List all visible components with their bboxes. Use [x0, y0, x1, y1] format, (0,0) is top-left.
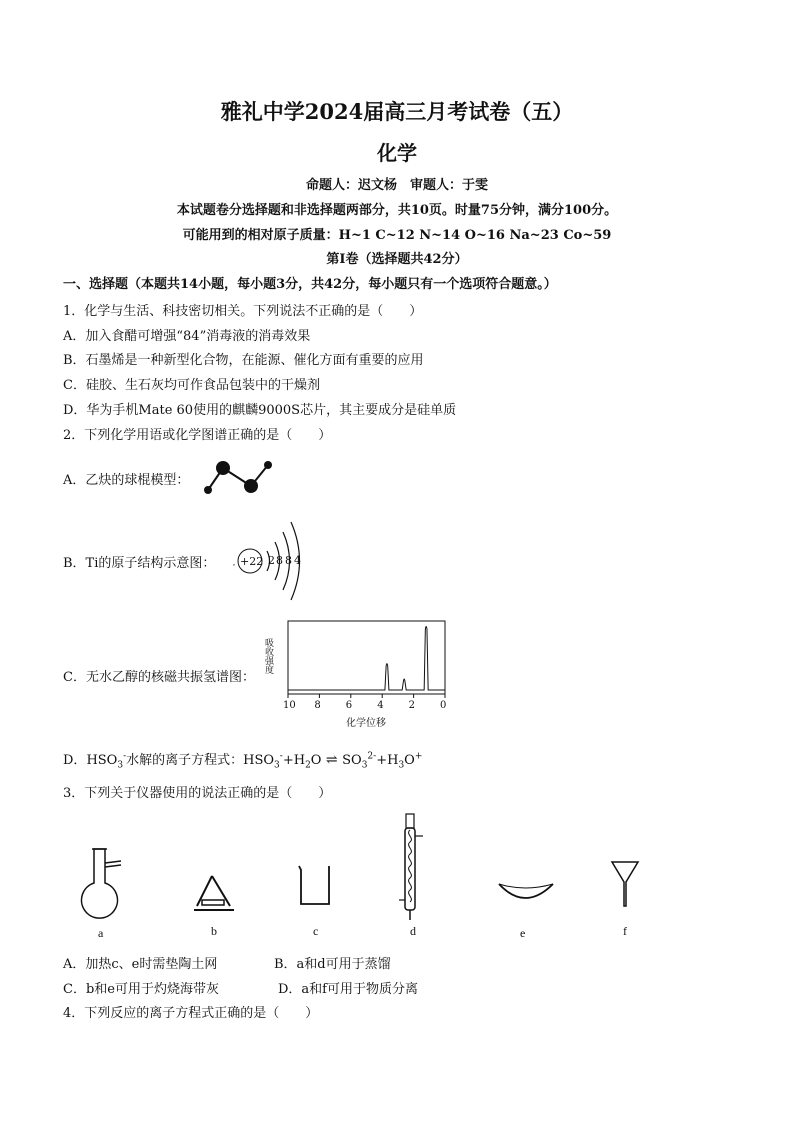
q3-option-a: A．加热c、e时需垫陶土网: [63, 957, 218, 972]
shell-1-count: 2: [268, 554, 275, 567]
exam-title: 雅礼中学2024届高三月考试卷（五）: [220, 99, 574, 124]
q1-option-b: B．石墨烯是一种新型化合物，在能源、催化方面有重要的应用: [63, 353, 424, 368]
distillation-flask: [78, 845, 128, 920]
section-heading: 一、选择题（本题共14小题，每小题3分，共42分，每小题只有一个选项符合题意。）: [63, 277, 557, 292]
nmr-tick-label: 6: [345, 700, 353, 711]
q1-option-d: D．华为手机Mate 60使用的麒麟9000S芯片，其主要成分是硅单质: [63, 403, 457, 418]
nmr-xlabel: 化学位移: [346, 718, 386, 729]
subject-title: 化学: [377, 141, 417, 165]
nmr-tick-label: 8: [314, 700, 321, 711]
nmr-spectrum: [272, 618, 452, 728]
nmr-tick-label: 0: [440, 700, 447, 711]
nmr-tick-label: 2: [408, 700, 415, 711]
apparatus-label-c: c: [313, 924, 319, 938]
q2-option-d: D．$HSO_3^-$水解的离子方程式：$HSO_3^-+H_2O$ ⇌ $SO_3^{2-}+H_3O^+$: [63, 751, 423, 771]
q2-option-b: B．Ti的原子结构示意图：: [63, 556, 216, 571]
condenser: [398, 812, 428, 922]
q1-stem: 1．化学与生活、科技密切相关。下列说法不正确的是（ ）: [63, 304, 423, 319]
q3-option-d: D．a和f可用于物质分离: [278, 982, 418, 997]
apparatus-label-b: b: [211, 924, 217, 938]
nmr-ylabel: 吸收强度: [263, 638, 273, 674]
svg-text:,: ,: [233, 558, 235, 567]
volume-heading: 第Ⅰ卷（选择题共42分）: [326, 252, 468, 267]
apparatus-label-a: a: [98, 926, 104, 940]
q2-stem: 2．下列化学用语或化学图谱正确的是（ ）: [63, 428, 332, 443]
evaporating-dish: [495, 878, 557, 908]
q2-option-c: C．无水乙醇的核磁共振氢谱图：: [63, 670, 255, 685]
q2-option-d-label: D．: [63, 753, 87, 768]
q4-stem: 4．下列反应的离子方程式正确的是（ ）: [63, 1006, 319, 1021]
ball-stick-model: [200, 458, 280, 498]
q1-option-a: A．加入食醋可增强“84”消毒液的消毒效果: [63, 329, 311, 344]
clay-triangle: [192, 872, 238, 916]
nmr-tick-label: 10: [283, 700, 296, 711]
q2-option-a: A．乙炔的球棍模型：: [63, 473, 190, 488]
nucleus-charge: +22: [240, 555, 264, 568]
nmr-trace: [288, 627, 445, 691]
q3-option-b: B．a和d可用于蒸馏: [274, 957, 391, 972]
nmr-frame: [288, 621, 445, 694]
q2-option-d-text: 水解的离子方程式：: [126, 753, 244, 768]
apparatus-label-e: e: [520, 926, 526, 940]
shell-3-count: 8: [285, 554, 292, 567]
shell-2-count: 8: [276, 554, 283, 567]
apparatus-label-d: d: [410, 924, 416, 938]
beaker: [295, 862, 335, 910]
q3-option-c: C．b和e可用于灼烧海带灰: [63, 982, 219, 997]
funnel: [609, 858, 641, 910]
atomic-mass-line: 可能用到的相对原子质量：H~1 C~12 N~14 O~16 Na~23 Co~59: [182, 228, 612, 243]
q3-stem: 3．下列关于仪器使用的说法正确的是（ ）: [63, 786, 332, 801]
shell-4-count: 4: [294, 554, 301, 567]
nmr-tick-label: 4: [377, 700, 384, 711]
apparatus-label-f: f: [623, 924, 627, 938]
intro-line: 本试题卷分选择题和非选择题两部分，共10页。时量75分钟，满分100分。: [176, 203, 618, 218]
q1-option-c: C．硅胶、生石灰均可作食品包装中的干燥剂: [63, 378, 320, 393]
authors-line: 命题人：迟文杨 审题人：于雯: [305, 178, 488, 193]
